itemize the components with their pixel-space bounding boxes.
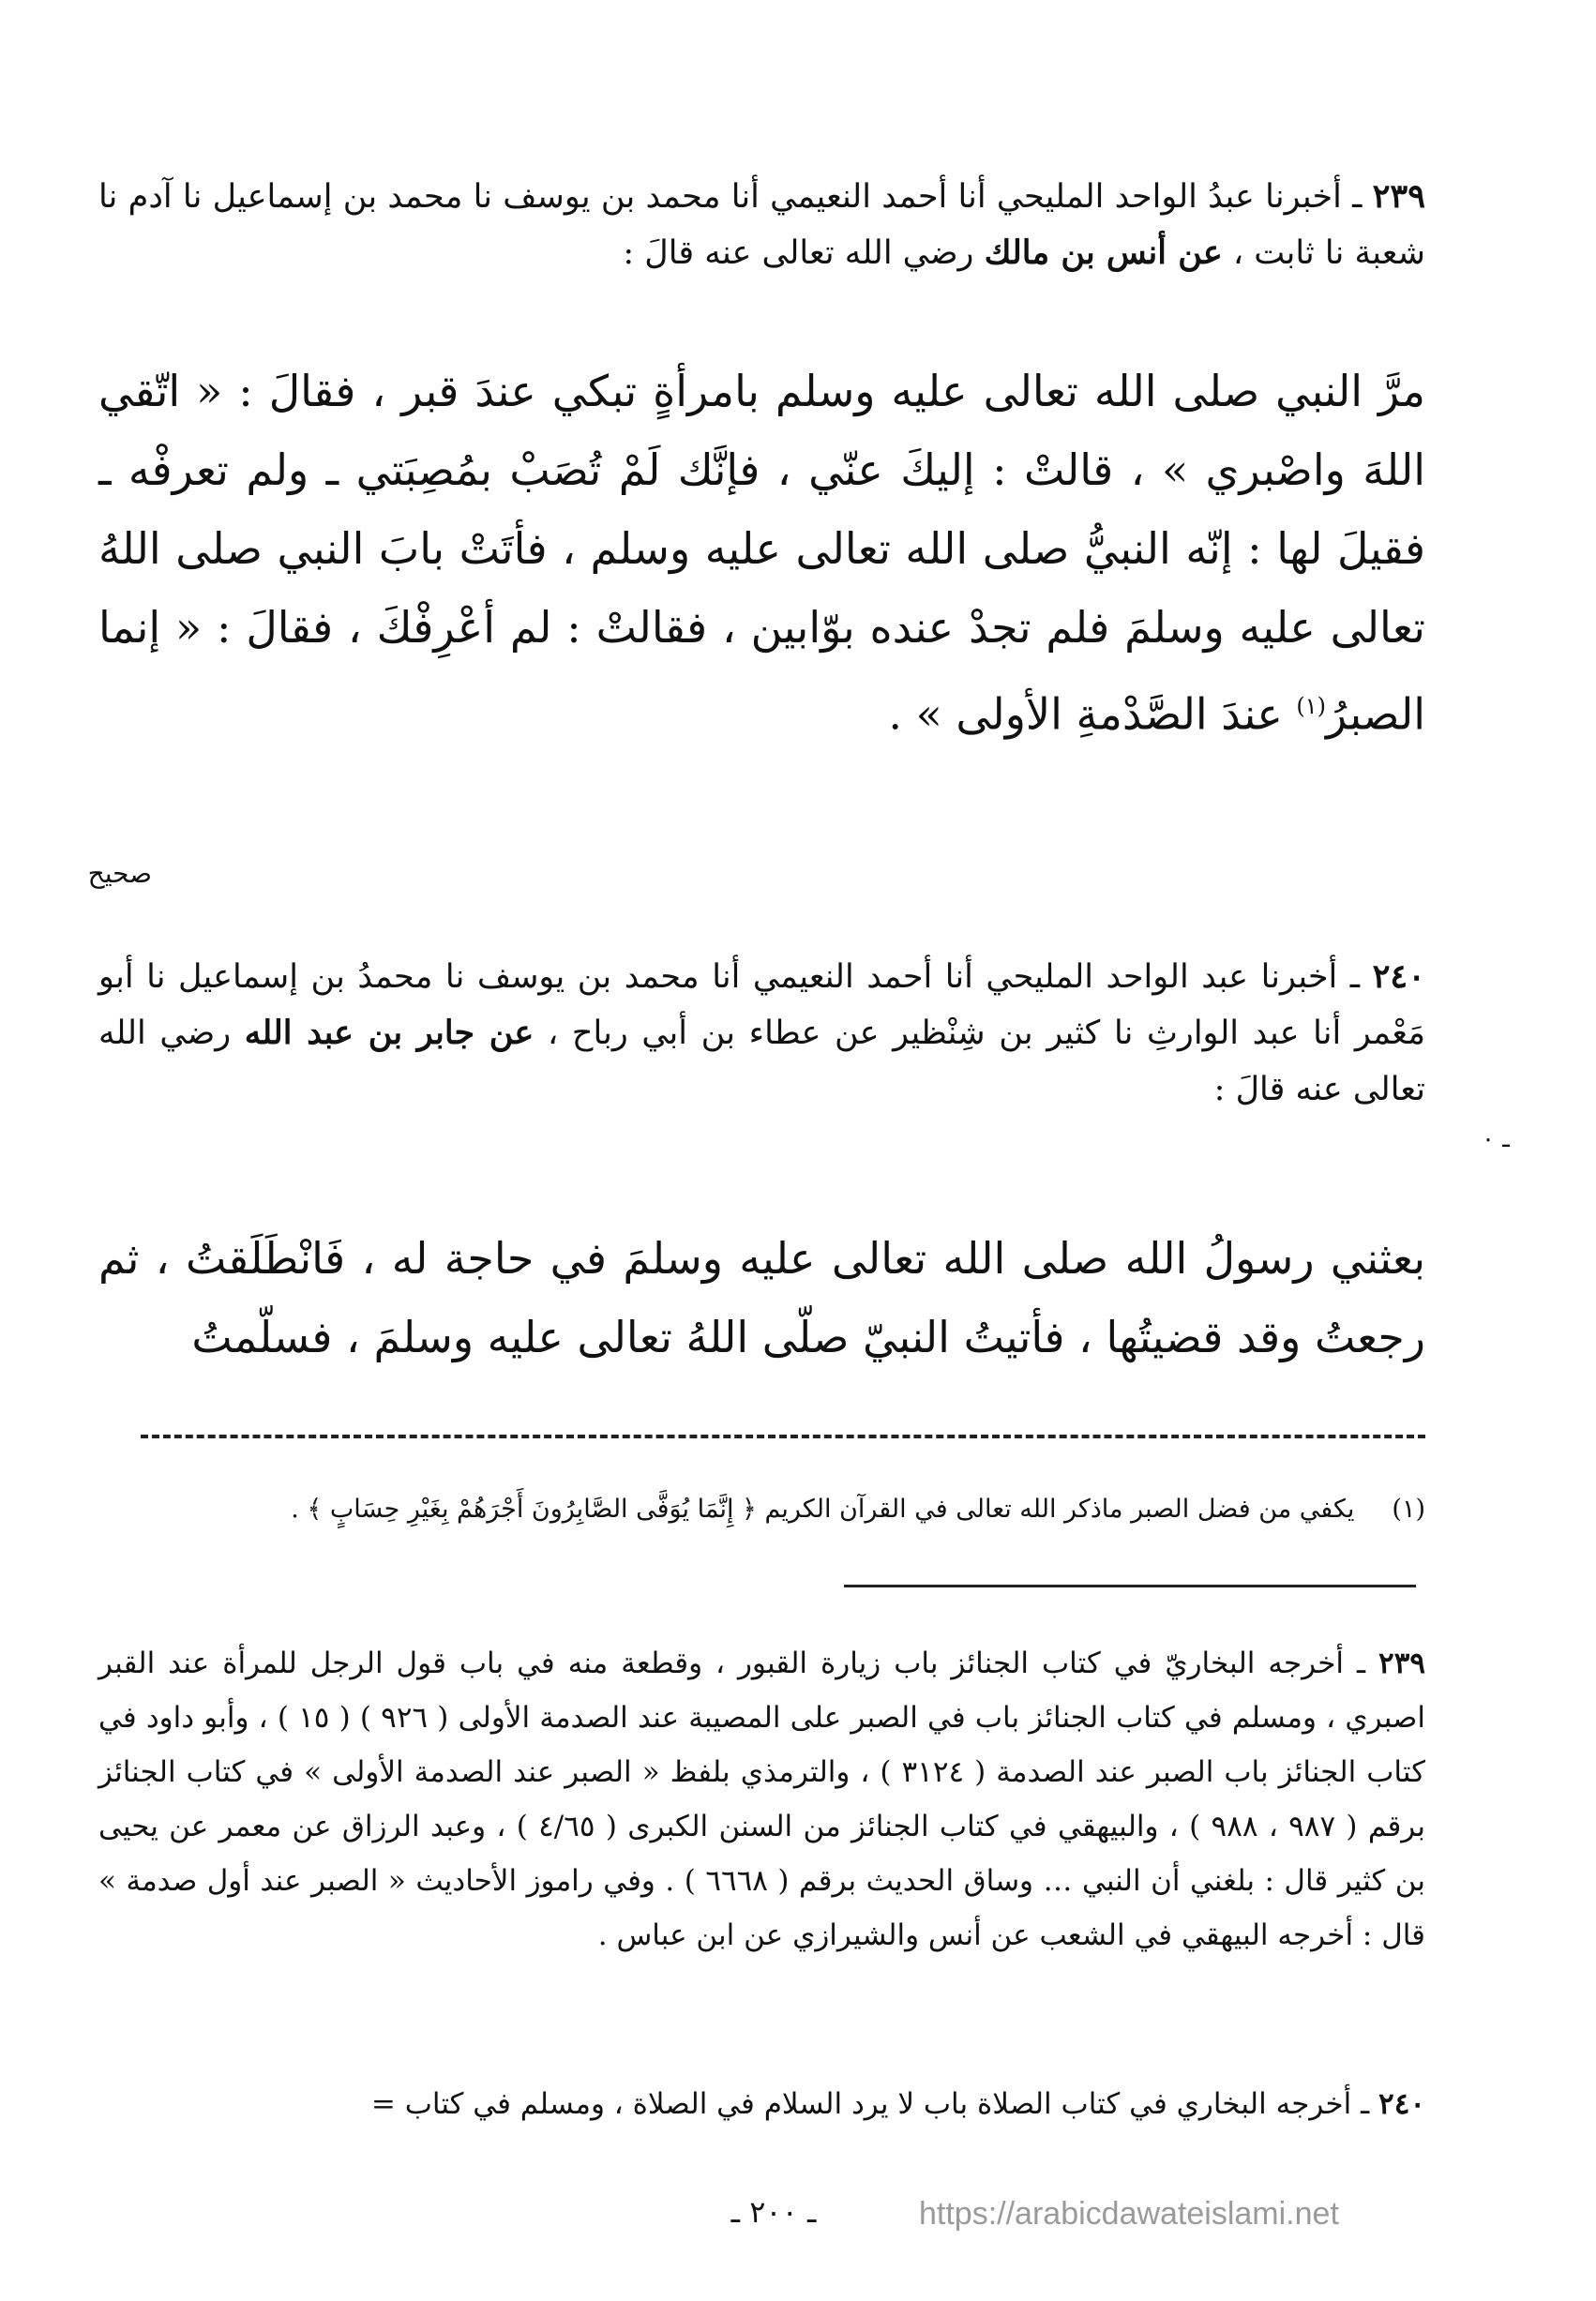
hadith-239-narrator: عن أنس بن مالك (984, 233, 1223, 272)
hadith-239-matn-end: عندَ الصَّدْمةِ الأولى » . (888, 688, 1297, 740)
hadith-240-isnad-lead: ـ أخبرنا عبد الواحد المليحي أنا أحمد النعيمي أنا محمد بن يوسف نا محمدُ بن إسماعيل نا أبو مَعْمر أنا عبد الوارثِ نا كثير بن شِنْظير عن عطاء بن أبي رباح ، (98, 958, 1425, 1052)
takhrij-240-text: ـ أخرجه البخاري في كتاب الصلاة باب لا يرد السلام في الصلاة ، ومسلم في كتاب = (370, 2087, 1379, 2121)
footnote-reference: (١) (1296, 693, 1327, 719)
takhrij-240-number: ٢٤٠ (1378, 2087, 1425, 2121)
margin-mark: ـ ٠ (1482, 1125, 1510, 1153)
page-number: ـ ٢٠٠ ـ (730, 2194, 817, 2230)
hadith-239-number: ٢٣٩ (1372, 177, 1425, 216)
hadith-240-number: ٢٤٠ (1372, 957, 1425, 996)
hadith-239-isnad-lead: ـ أخبرنا عبدُ الواحد المليحي أنا أحمد النعيمي أنا محمد بن يوسف نا محمد بن إسماعيل نا آدم نا شعبة نا ثابت ، (98, 178, 1425, 272)
takhrij-239 (98, 1636, 1425, 1963)
hadith-239-matn-text: مرَّ النبي صلى الله تعالى عليه وسلم بامرأةٍ تبكي عندَ قبر ، فقالَ : « اتّقي اللهَ واصْبري » ، قالتْ : إليكَ عنّي ، فإنَّك لَمْ تُصَبْ بمُصِبَتي ـ ولم تعرفْه ـ فقيلَ لها : إنّه النبيُّ صلى الله تعالى عليه وسلم ، فأتَتْ بابَ النبي صلى اللهُ تعالى عليه وسلمَ فلم تجدْ عنده بوّابين ، فقالتْ : لم أعْرِفْكَ ، فقالَ : « إنما الصبرُ (98, 366, 1425, 740)
footnote-marker: (١) (1392, 1495, 1425, 1524)
hadith-239-isnad (98, 169, 1425, 281)
hadith-239-matn (98, 352, 1425, 753)
watermark: https://arabicdawateislami.net (919, 2196, 1339, 2232)
hadith-240-narrator: عن جابر بن عبد الله (244, 1014, 535, 1052)
hadith-240-isnad-tail: رضي الله تعالى عنه قالَ : (98, 1015, 1425, 1108)
hadith-239-grade: صحيح (87, 858, 152, 889)
footnote-separator (141, 1435, 1425, 1438)
hadith-239-isnad-tail: رضي الله تعالى عنه قالَ : (623, 234, 985, 272)
takhrij-separator (844, 1585, 1416, 1587)
footnote (141, 1486, 1425, 1533)
takhrij-240 (56, 2077, 1425, 2131)
footnote-text: يكفي من فضل الصبر ماذكر الله تعالى في القرآن الكريم ﴿ إِنَّمَا يُوَفَّى الصَّابِرُونَ أَجْرَهُمْ بِغَيْرِ حِسَابٍ ﴾ . (291, 1495, 1355, 1524)
takhrij-239-number: ٢٣٩ (1378, 1647, 1425, 1680)
takhrij-239-text: ـ أخرجه البخاريّ في كتاب الجنائز باب زيارة القبور ، وقطعة منه في باب قول الرجل للمرأة عند القبر اصبري ، ومسلم في كتاب الجنائز باب في الصبر على المصيبة عند الصدمة الأولى ( ٩٢٦ ) ( ١٥ ) ، وأبو داود في كتاب الجنائز باب الصبر عند الصدمة ( ٣١٢٤ ) ، والترمذي بلفظ « الصبر عند الصدمة الأولى » في كتاب الجنائز برقم ( ٩٨٧ ، ٩٨٨ ) ، والبيهقي في كتاب الجنائز من السنن الكبرى ( ٤/٦٥ ) ، وعبد الرزاق عن معمر عن يحيى بن كثير قال : بلغني أن النبي … وساق الحديث برقم ( ٦٦٦٨ ) . وفي راموز الأحاديث « الصبر عند أول صدمة » قال : أخرجه البيهقي في الشعب عن أنس والشيرازي عن ابن عباس . (98, 1647, 1426, 1952)
hadith-240-isnad (98, 949, 1425, 1118)
hadith-240-matn-text: بعثني رسولُ الله صلى الله تعالى عليه وسلمَ في حاجة له ، فَانْطَلَقتُ ، ثم رجعتُ وقد قضيتُها ، فأتيتُ النبيّ صلّى اللهُ تعالى عليه وسلمَ ، فسلّمتُ (98, 1233, 1425, 1362)
hadith-240-matn (98, 1219, 1425, 1376)
